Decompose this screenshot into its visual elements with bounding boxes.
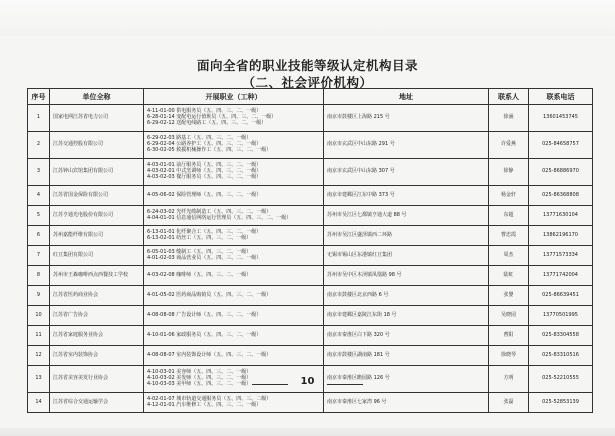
row-index: 4 <box>28 186 50 206</box>
table-row <box>28 186 593 206</box>
contact-cell: 曹阳 <box>489 326 529 346</box>
table-row <box>28 286 593 306</box>
occupation-line: 4-03-02-03 餐厅服务员（五、四、三、二、一级） <box>147 173 262 180</box>
phone-cell: 025-84658757 <box>529 132 593 159</box>
row-index: 3 <box>28 159 50 186</box>
header-unit-name: 单位全称 <box>50 89 144 105</box>
occupation-line: 6-05-01-03 缝制工（五、四、三、二、一级） <box>147 248 252 255</box>
phone-cell: 025-86639451 <box>529 286 593 306</box>
table-row <box>28 266 593 286</box>
unit-name-cell: 江苏省美容美发行业协会 <box>50 366 144 393</box>
occupation-cell <box>144 326 324 346</box>
phone-cell: 13601453745 <box>529 105 593 132</box>
address-cell: 南京市秦淮区瞻园路 126 号 <box>324 366 489 393</box>
row-index: 9 <box>28 286 50 306</box>
address-cell: 南京市鼓楼区湖南路 181 号 <box>324 346 489 366</box>
unit-name-cell: 苏州嘉能纤维有限公司 <box>50 226 144 246</box>
contact-cell: 吴晓园 <box>489 306 529 326</box>
address-cell: 南京市建邺区嘉陵江东街 18 号 <box>324 306 489 326</box>
unit-name-cell: 江苏省医药商业协会 <box>50 286 144 306</box>
occupation-line: 4-10-03-01 美容师（五、四、三、二、一级） <box>147 369 252 376</box>
occupation-cell <box>144 346 324 366</box>
contact-cell: 曹忠霞 <box>489 226 529 246</box>
contact-cell: 杨金轩 <box>489 186 529 206</box>
scan-bottom-margin <box>0 428 615 436</box>
unit-name-cell: 江苏钟山宾馆集团有限公司 <box>50 159 144 186</box>
occupation-line: 4-01-02-03 商品营业员（五、四、三、二、一级） <box>147 254 262 261</box>
phone-cell: 13862196170 <box>529 226 593 246</box>
header-contact: 联系人 <box>489 89 529 105</box>
occupation-line: 4-04-01-01 信息通信网络运行管理员（五、四、三、二、一级） <box>147 214 292 221</box>
occupation-line: 6-13-01-01 化纤聚合工（五、四、三、二、一级） <box>147 228 262 235</box>
table-row <box>28 132 593 159</box>
occupation-line: 4-03-02-08 咖啡师（五、四、三、二、一级） <box>147 271 252 278</box>
occupation-line: 4-02-01-07 城市轨道交通服务员（五、四、三、二级） <box>147 395 272 402</box>
row-index: 1 <box>28 105 50 132</box>
header-address: 地址 <box>324 89 489 105</box>
phone-cell: 025-86368808 <box>529 186 593 206</box>
row-index: 13 <box>28 366 50 393</box>
unit-name-cell: 苏州市王森咖啡西点西餐技工学校 <box>50 266 144 286</box>
contact-cell: 陆虹 <box>489 266 529 286</box>
occupation-line: 4-05-06-02 保险管理师（五、四、三、二、一级） <box>147 191 262 198</box>
occupation-line: 4-10-03-02 美发师（五、四、三、二、一级） <box>147 375 252 382</box>
occupation-line: 4-10-03-03 美甲师（五、四、三、二、一级） <box>147 380 252 387</box>
address-cell: 南京市建邺区江东中路 373 号 <box>324 186 489 206</box>
address-cell: 南京市秦淮区七家湾 96 号 <box>324 393 489 413</box>
table-row <box>28 306 593 326</box>
address-cell: 南京市鼓楼区上海路 215 号 <box>324 105 489 132</box>
table-row <box>28 393 593 413</box>
row-index: 11 <box>28 326 50 346</box>
table-body <box>28 105 593 413</box>
contact-cell: 徐静 <box>489 159 529 186</box>
page-number: 10 <box>300 376 315 387</box>
table-row <box>28 326 593 346</box>
table-row <box>28 226 593 246</box>
institution-table <box>27 88 593 413</box>
occupation-line: 6-29-02-04 公路养护工（五、四、三、二、一级） <box>147 141 262 148</box>
row-index: 5 <box>28 206 50 226</box>
occupation-line: 4-01-05-02 医药商品购销员（五、四、三、二、一级） <box>147 291 272 298</box>
occupation-cell <box>144 226 324 246</box>
contact-cell: 张磊 <box>489 393 529 413</box>
unit-name-cell: 江苏省室内装饰协会 <box>50 346 144 366</box>
row-index: 6 <box>28 226 50 246</box>
contact-cell: 张婴 <box>489 286 529 306</box>
address-cell: 苏州市吴江区盛泽镇西二环路 <box>324 226 489 246</box>
phone-cell: 025-83304558 <box>529 326 593 346</box>
occupation-cell <box>144 206 324 226</box>
footer-dash-right <box>327 384 363 385</box>
occupation-line: 6-13-02-01 纺丝工（五、四、三、二、一级） <box>147 234 252 241</box>
unit-name-cell: 江苏省广告协会 <box>50 306 144 326</box>
occupation-cell <box>144 246 324 266</box>
address-cell: 苏州市吴江区七都镇亨通大道 88 号 <box>324 206 489 226</box>
row-index: 10 <box>28 306 50 326</box>
table-header-row <box>28 89 593 105</box>
row-index: 8 <box>28 266 50 286</box>
occupation-cell <box>144 306 324 326</box>
table-row <box>28 346 593 366</box>
unit-name-cell: 江苏交通控股有限公司 <box>50 132 144 159</box>
occupation-line: 4-11-01-00 供电服务员（五、四、三、二、一级） <box>147 108 262 115</box>
contact-cell: 许爱燕 <box>489 132 529 159</box>
occupation-line: 4-03-02-01 中式烹调师（五、四、三、二、一级） <box>147 168 262 175</box>
unit-name-cell: 江苏省家庭服务业协会 <box>50 326 144 346</box>
unit-name-cell: 红豆集团有限公司 <box>50 246 144 266</box>
occupation-line: 6-24-03-02 光纤光缆制造工（五、四、三、二、一级） <box>147 208 272 215</box>
phone-cell: 025-83310516 <box>529 346 593 366</box>
occupation-cell <box>144 186 324 206</box>
table-row <box>28 246 593 266</box>
address-cell: 南京市玄武区中山东路 307 号 <box>324 159 489 186</box>
phone-cell: 13770501995 <box>529 306 593 326</box>
table-row <box>28 105 593 132</box>
phone-cell: 025-86886970 <box>529 159 593 186</box>
address-cell: 南京市秦淮区白下路 320 号 <box>324 326 489 346</box>
address-cell: 苏州市吴中区木渎镇凤凰路 98 号 <box>324 266 489 286</box>
table-row <box>28 159 593 186</box>
occupation-line: 6-29-02-03 路基工（五、四、三、二、一级） <box>147 135 252 142</box>
occupation-line: 6-30-02-05 救援机械操作工（五、四、三、二、一级） <box>147 146 272 153</box>
row-index: 2 <box>28 132 50 159</box>
scan-top-margin <box>0 0 615 36</box>
phone-cell: 13771742004 <box>529 266 593 286</box>
contact-cell: 方明 <box>489 366 529 393</box>
address-cell: 无锡市锡山区东港镇红豆集团 <box>324 246 489 266</box>
phone-cell: 025-52210555 <box>529 366 593 393</box>
unit-name-cell: 江苏省综合交通运输学会 <box>50 393 144 413</box>
occupation-line: 4-12-01-01 汽车维修工（五、四、三、二、一级） <box>147 401 262 408</box>
occupation-line: 4-03-01-01 前厅服务员（五、四、三、二、一级） <box>147 162 262 169</box>
occupation-cell <box>144 266 324 286</box>
header-occupation: 开展职业（工种） <box>144 89 324 105</box>
row-index: 12 <box>28 346 50 366</box>
unit-name-cell: 江苏亨通光电股份有限公司 <box>50 206 144 226</box>
header-phone: 联系电话 <box>529 89 593 105</box>
document-title: 面向全省的职业技能等级认定机构目录 <box>196 58 418 73</box>
occupation-line: 6-28-01-14 变配电运行值班员（五、四、三、二、一级） <box>147 114 277 121</box>
row-index: 14 <box>28 393 50 413</box>
occupation-cell <box>144 132 324 159</box>
address-cell: 南京市鼓楼区北京西路 6 号 <box>324 286 489 306</box>
header-index: 序号 <box>28 89 50 105</box>
document-subtitle: （二、社会评价机构） <box>242 75 373 90</box>
phone-cell: 13771573334 <box>529 246 593 266</box>
occupation-cell <box>144 105 324 132</box>
address-cell: 南京市玄武区中山东路 291 号 <box>324 132 489 159</box>
occupation-cell <box>144 393 324 413</box>
occupation-cell <box>144 286 324 306</box>
unit-name-cell: 江苏省国金保险有限公司 <box>50 186 144 206</box>
phone-cell: 025-52853139 <box>529 393 593 413</box>
occupation-cell <box>144 159 324 186</box>
occupation-line: 4-08-08-07 室内装饰设计师（五、四、三、二、一级） <box>147 351 272 358</box>
contact-cell: 东超 <box>489 206 529 226</box>
table-row <box>28 206 593 226</box>
occupation-line: 4-10-01-06 家政服务员（五、四、三、二、一级） <box>147 331 262 338</box>
contact-cell: 周杰 <box>489 246 529 266</box>
row-index: 7 <box>28 246 50 266</box>
occupation-line: 6-29-02-12 送配电线路工（五、四、三、二、一级） <box>147 119 267 126</box>
contact-cell: 徐晓琴 <box>489 346 529 366</box>
contact-cell: 徐涵 <box>489 105 529 132</box>
occupation-line: 4-08-08-08 广告设计师（五、四、三、二、一级） <box>147 311 262 318</box>
unit-name-cell: 国家电网江苏省电力公司 <box>50 105 144 132</box>
phone-cell: 13771630104 <box>529 206 593 226</box>
